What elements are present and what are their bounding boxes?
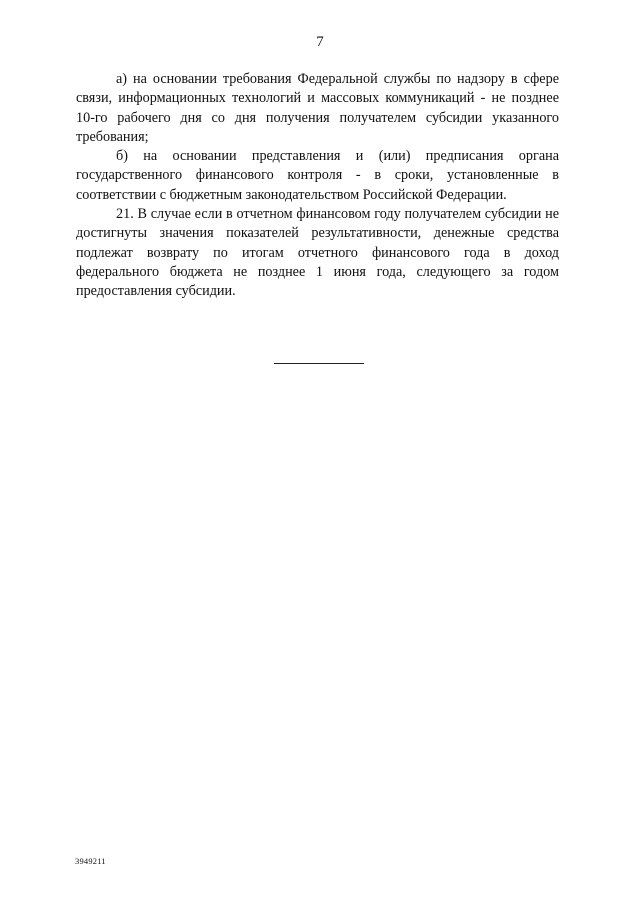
paragraph-21: 21. В случае если в отчетном финансовом году получателем субсидии не достигнуты значения показателей результативности, денежные средства подлежат возврату по итогам отчетного финансового года в доход федерального бюджета не позднее 1 июня года, следующего за годом предоставления субсидии. <box>76 206 559 300</box>
page-number: 7 <box>316 34 324 50</box>
document-body <box>76 70 559 302</box>
paragraph-b: б) на основании представления и (или) предписания органа государственного финансового контроля - в сроки, установленные в соответствии с бюджетным законодательством Российской Федерации. <box>76 148 559 203</box>
end-separator-line <box>274 363 364 364</box>
paragraph-a: а) на основании требования Федеральной службы по надзору в сфере связи, информационных технологий и массовых коммуникаций - не позднее 10-го рабочего дня со дня получения получателем субсидии указанного требования; <box>76 71 559 145</box>
document-code: 3949211 <box>75 856 106 866</box>
